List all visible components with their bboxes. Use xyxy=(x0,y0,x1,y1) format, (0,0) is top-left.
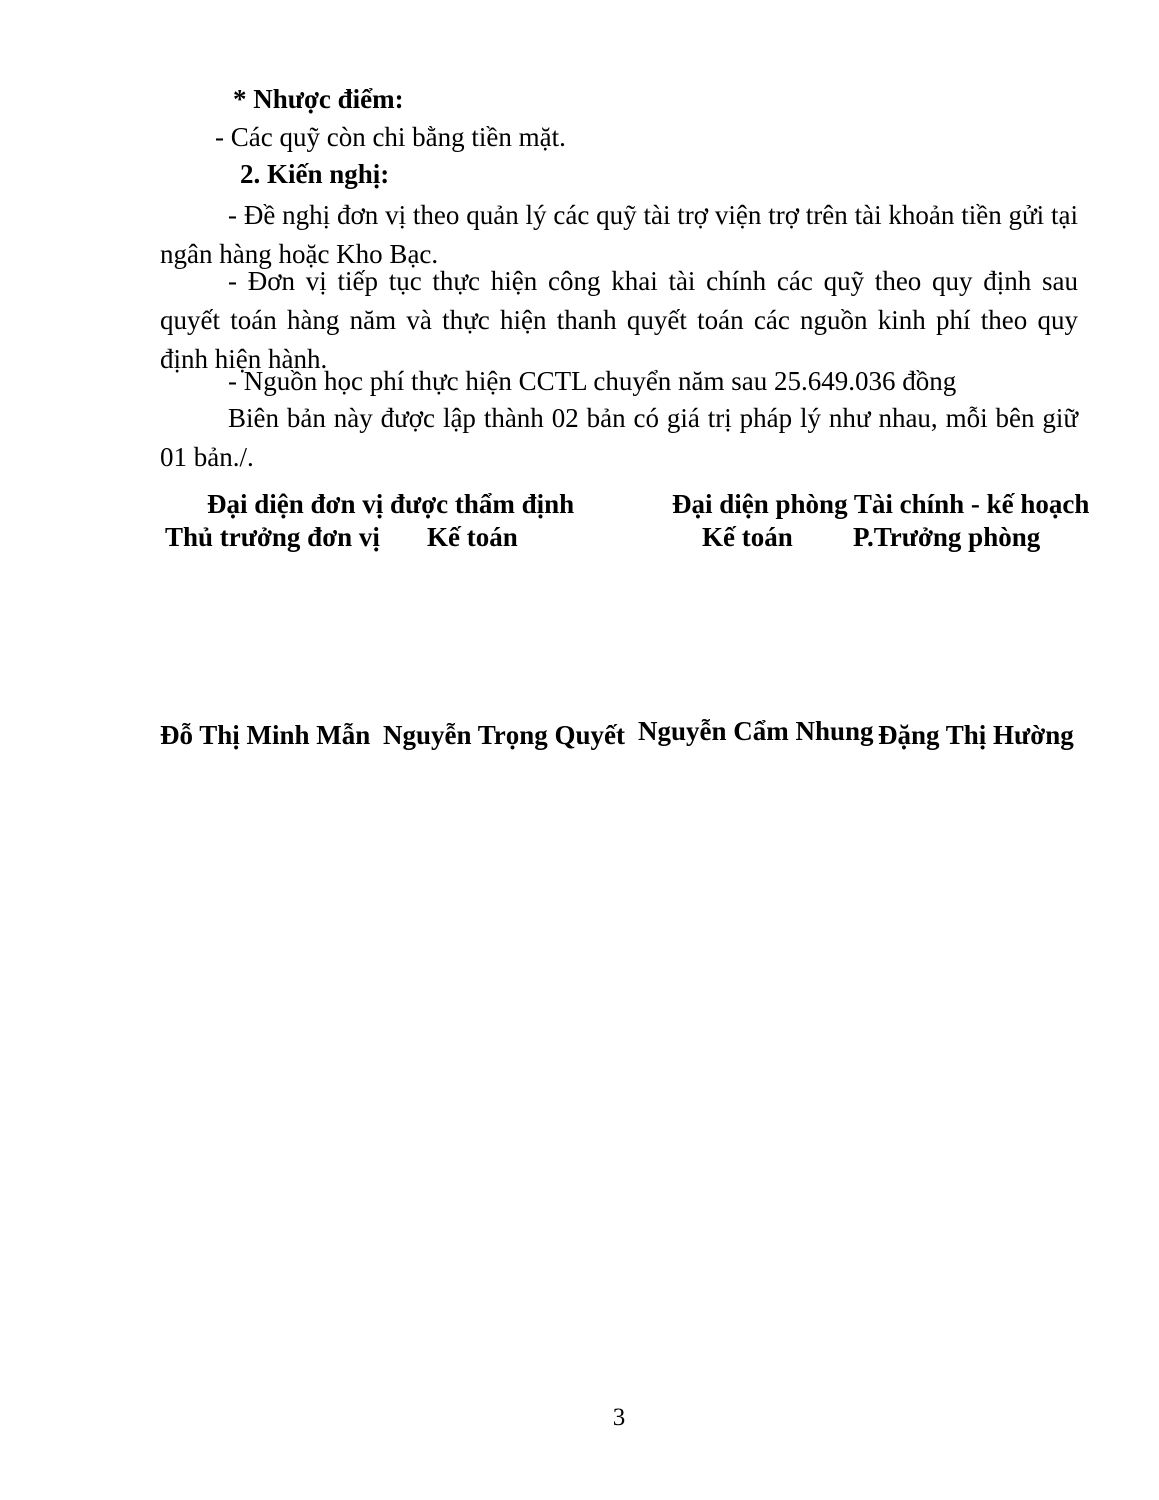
signature-name-2: Nguyễn Trọng Quyết xyxy=(383,720,626,750)
kien-nghi-item-1: - Đề nghị đơn vị theo quản lý các quỹ tài trợ viện trợ trên tài khoản tiền gửi tại ngân hàng hoặc Kho Bạc. xyxy=(160,200,1078,269)
page-number: 3 xyxy=(612,1404,626,1431)
heading-nhuoc-diem: * Nhược điểm: xyxy=(233,84,404,114)
signature-name-4: Đặng Thị Hường xyxy=(878,720,1074,750)
closing-paragraph: Biên bản này được lập thành 02 bản có giá trị pháp lý như nhau, mỗi bên giữ 01 bản./. xyxy=(160,403,1078,472)
signature-name-3: Nguyễn Cẩm Nhung xyxy=(638,716,874,746)
kien-nghi-item-2: - Đơn vị tiếp tục thực hiện công khai tài chính các quỹ theo quy định sau quyết toán hàng năm và thực hiện thanh quyết toán các nguồn kinh phí theo quy định hiện hành. xyxy=(160,266,1078,374)
signature-role-ke-toan-right: Kế toán xyxy=(702,522,793,552)
heading-kien-nghi: 2. Kiến nghị: xyxy=(240,159,390,189)
signature-right-title: Đại diện phòng Tài chính - kế hoạch xyxy=(672,489,1090,519)
signature-name-1: Đỗ Thị Minh Mẫn xyxy=(160,720,371,750)
kien-nghi-item-3: - Nguồn học phí thực hiện CCTL chuyển năm sau 25.649.036 đồng xyxy=(228,366,957,396)
nhuoc-diem-item: - Các quỹ còn chi bằng tiền mặt. xyxy=(215,122,566,152)
signature-left-title: Đại diện đơn vị được thẩm định xyxy=(207,489,575,519)
signature-role-pho-truong-phong: P.Trưởng phòng xyxy=(853,522,1041,552)
signature-role-thu-truong: Thủ trưởng đơn vị xyxy=(165,522,380,552)
signature-role-ke-toan-left: Kế toán xyxy=(427,522,518,552)
